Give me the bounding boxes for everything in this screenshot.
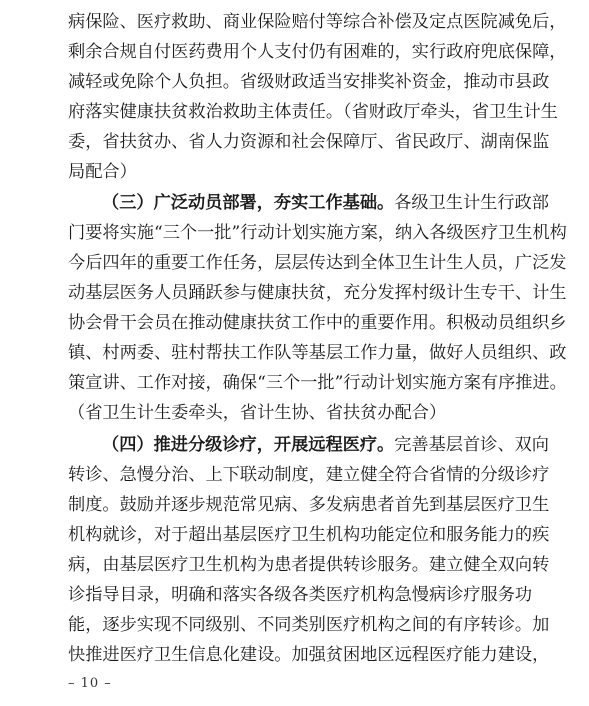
text-line: 机构就诊，对于超出基层医疗卫生机构功能定位和服务能力的疾 xyxy=(68,525,550,545)
text-line: 快推进医疗卫生信息化建设。加强贫困地区远程医疗能力建设， xyxy=(68,645,550,665)
text-line: 协会骨干会员在推动健康扶贫工作中的重要作用。积极动员组织乡 xyxy=(68,313,567,333)
section-3-heading: （三）广泛动员部署，夯实工作基础。 xyxy=(102,193,395,213)
text-line: 转诊、急慢分治、上下联动制度，建立健全符合省情的分级诊疗 xyxy=(68,465,550,485)
text-line: 今后四年的重要工作任务，层层传达到全体卫生计生人员，广泛发 xyxy=(68,253,567,273)
text-line: 减轻或免除个人负担。省级财政适当安排奖补资金，推动市县政 xyxy=(68,72,550,92)
section-4-heading: （四）推进分级诊疗，开展远程医疗。 xyxy=(102,435,395,455)
section-4-first-line-text: 完善基层首诊、双向 xyxy=(394,435,549,455)
text-line: 剩余合规自付医药费用个人支付仍有困难的，实行政府兜底保障， xyxy=(68,42,567,62)
text-line: 镇、村两委、驻村帮扶工作队等基层工作力量，做好人员组织、政 xyxy=(68,343,567,363)
text-line: 诊指导目录，明确和落实各级各类医疗机构急慢病诊疗服务功 xyxy=(68,585,533,605)
section-3-first-line xyxy=(102,188,549,218)
text-line: 动基层医务人员踊跃参与健康扶贫，充分发挥村级计生专干、计生 xyxy=(68,283,567,303)
text-line: 府落实健康扶贫救治救助主体责任。（省财政厅牵头，省卫生计生 xyxy=(68,102,558,122)
section-3-first-line-text: 各级卫生计生行政部 xyxy=(394,193,549,213)
text-line: 门要将实施“三个一批”行动计划实施方案，纳入各级医疗卫生机构 xyxy=(68,223,567,243)
page-number: – 10 – xyxy=(68,676,112,691)
text-line: 制度。鼓励并逐步规范常见病、多发病患者首先到基层医疗卫生 xyxy=(68,495,550,515)
text-line: 病保险、医疗救助、商业保险赔付等综合补偿及定点医院减免后， xyxy=(68,12,567,32)
text-line: 策宣讲、工作对接，确保“三个一批”行动计划实施方案有序推进。 xyxy=(68,373,567,393)
text-line: （省卫生计生委牵头，省计生协、省扶贫办配合） xyxy=(68,403,447,423)
text-line: 委，省扶贫办、省人力资源和社会保障厅、省民政厅、湖南保监 xyxy=(68,132,550,152)
text-line: 局配合） xyxy=(68,162,137,182)
section-4-first-line xyxy=(102,430,549,460)
text-line: 病，由基层医疗卫生机构为患者提供转诊服务。建立健全双向转 xyxy=(68,555,550,575)
text-line: 能，逐步实现不同级别、不同类别医疗机构之间的有序转诊。加 xyxy=(68,615,550,635)
